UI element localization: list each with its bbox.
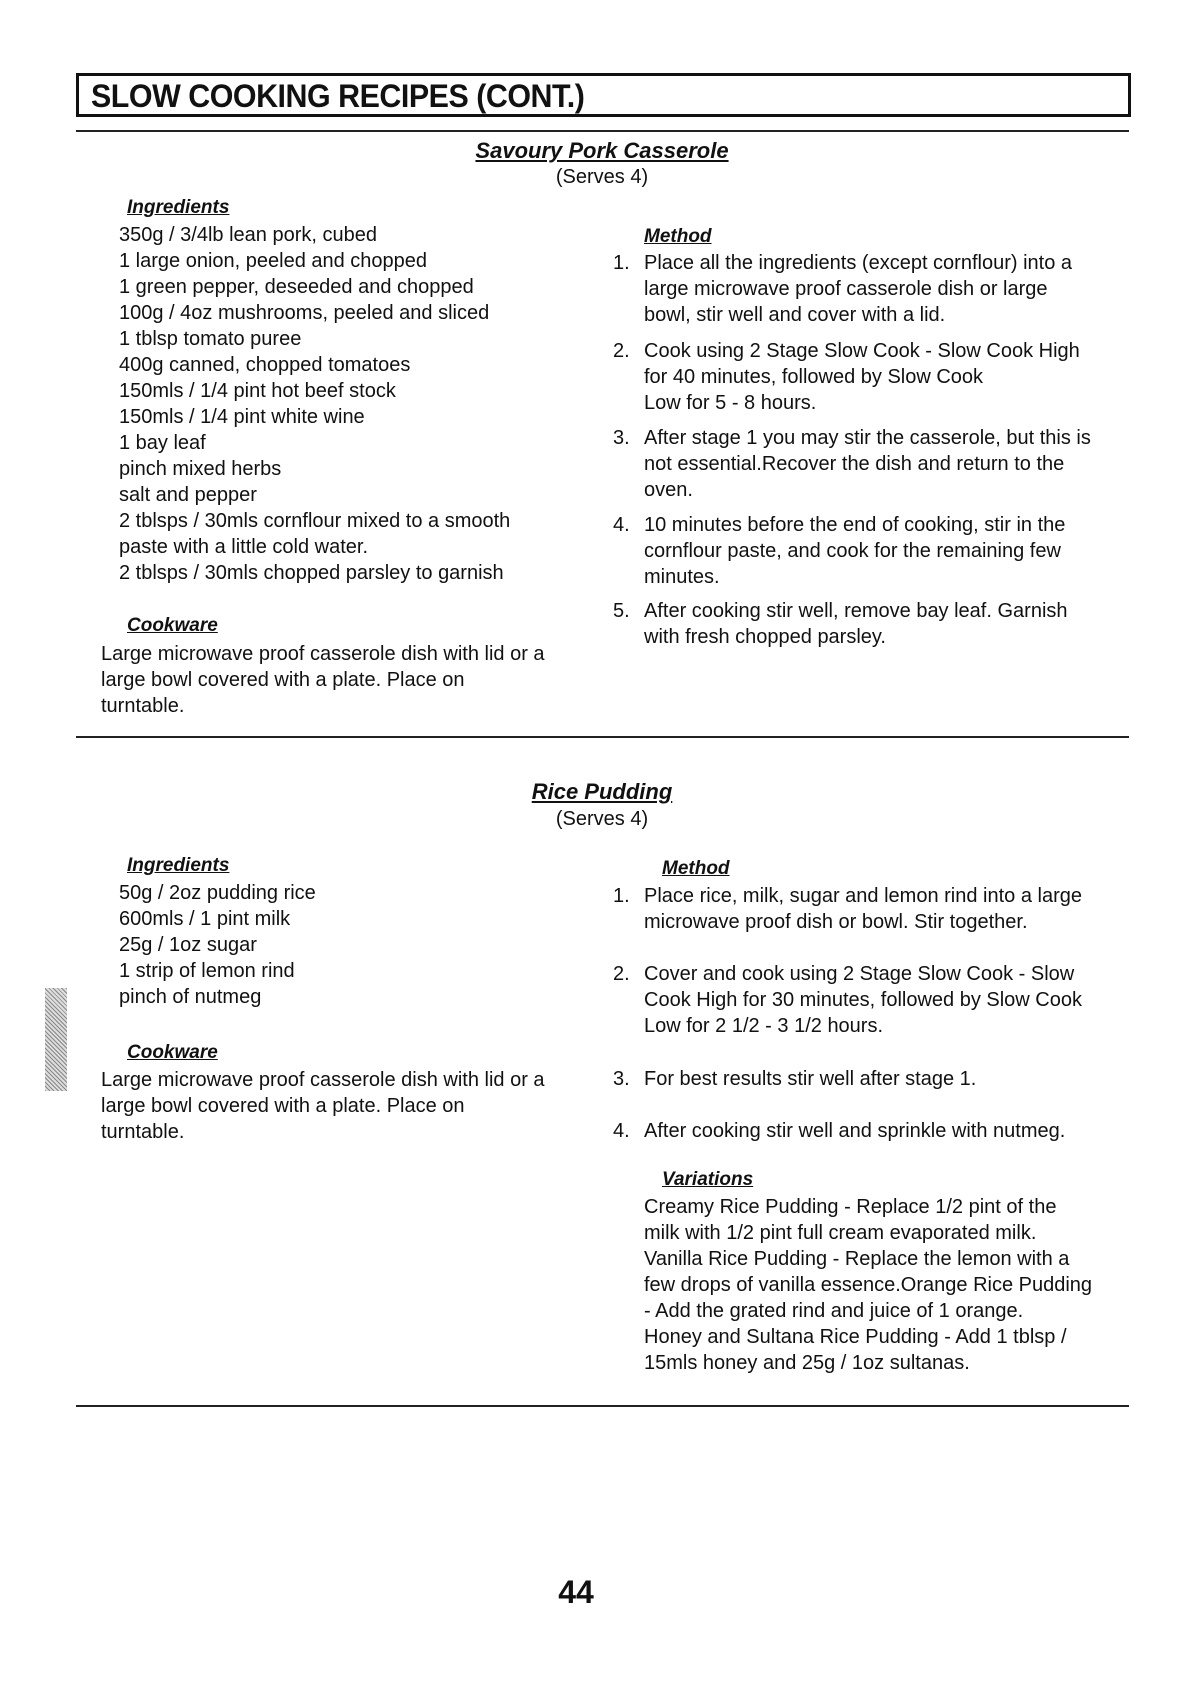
cookware-line: turntable. bbox=[101, 1121, 185, 1143]
ingredient-item: 50g / 2oz pudding rice bbox=[119, 882, 316, 904]
step-text: not essential.Recover the dish and return to the bbox=[644, 453, 1065, 475]
serves: (Serves 4) bbox=[555, 166, 649, 188]
method-step bbox=[613, 1118, 1114, 1144]
step-number: 1. bbox=[613, 885, 630, 907]
step-text: After stage 1 you may stir the casserole, but this is bbox=[644, 427, 1091, 449]
ingredient-item: pinch mixed herbs bbox=[119, 458, 282, 480]
section-title: SLOW COOKING RECIPES (CONT.) bbox=[91, 78, 585, 114]
ingredient-item: 1 bay leaf bbox=[119, 432, 206, 454]
step-text: with fresh chopped parsley. bbox=[644, 626, 886, 648]
step-text: oven. bbox=[644, 479, 693, 501]
step-text: After cooking stir well, remove bay leaf. Garnish bbox=[644, 600, 1068, 622]
ingredient-item: paste with a little cold water. bbox=[119, 536, 369, 558]
recipe-title: Savoury Pork Casserole bbox=[475, 138, 729, 163]
step-text: Low for 5 - 8 hours. bbox=[644, 392, 817, 414]
step-text: Cook using 2 Stage Slow Cook - Slow Cook High bbox=[644, 340, 1080, 362]
step-text: After cooking stir well and sprinkle with nutmeg. bbox=[644, 1120, 1066, 1142]
cookware-heading: Cookware bbox=[127, 615, 218, 636]
cookware-heading: Cookware bbox=[127, 1042, 218, 1063]
step-number: 4. bbox=[613, 1120, 630, 1142]
variation-line: Honey and Sultana Rice Pudding - Add 1 tblsp / bbox=[644, 1326, 1067, 1348]
cookware-line: large bowl covered with a plate. Place on bbox=[101, 1095, 465, 1117]
variation-line: milk with 1/2 pint full cream evaporated milk. bbox=[644, 1222, 1037, 1244]
step-number: 2. bbox=[613, 340, 630, 362]
ingredient-item: 100g / 4oz mushrooms, peeled and sliced bbox=[119, 302, 490, 324]
method-step bbox=[613, 425, 1114, 503]
ingredient-item: 150mls / 1/4 pint white wine bbox=[119, 406, 365, 428]
ingredient-item: 400g canned, chopped tomatoes bbox=[119, 354, 411, 376]
divider bbox=[76, 736, 1129, 738]
step-text: Cover and cook using 2 Stage Slow Cook - Slow bbox=[644, 963, 1075, 985]
step-text: For best results stir well after stage 1. bbox=[644, 1068, 977, 1090]
step-text: Place all the ingredients (except cornflour) into a bbox=[644, 252, 1073, 274]
method-heading: Method bbox=[644, 226, 712, 247]
ingredients-heading: Ingredients bbox=[127, 197, 230, 218]
step-text: microwave proof dish or bowl. Stir together. bbox=[644, 911, 1028, 933]
step-number: 3. bbox=[613, 1068, 630, 1090]
cookware-line: large bowl covered with a plate. Place on bbox=[101, 669, 465, 691]
variation-line: - Add the grated rind and juice of 1 orange. bbox=[644, 1300, 1024, 1322]
method-step bbox=[613, 338, 1114, 416]
step-text: cornflour paste, and cook for the remaining few bbox=[644, 540, 1061, 562]
section-tab-marker bbox=[45, 988, 67, 1091]
step-text: minutes. bbox=[644, 566, 720, 588]
method-step bbox=[613, 1066, 1114, 1092]
step-number: 5. bbox=[613, 600, 630, 622]
variations-heading: Variations bbox=[662, 1169, 754, 1190]
ingredient-item: pinch of nutmeg bbox=[119, 986, 262, 1008]
ingredient-item: 2 tblsps / 30mls chopped parsley to garnish bbox=[119, 562, 504, 584]
variation-line: Vanilla Rice Pudding - Replace the lemon with a bbox=[644, 1248, 1070, 1270]
ingredient-item: 150mls / 1/4 pint hot beef stock bbox=[119, 380, 396, 402]
step-number: 2. bbox=[613, 963, 630, 985]
step-number: 1. bbox=[613, 252, 630, 274]
ingredient-item: 1 green pepper, deseeded and chopped bbox=[119, 276, 474, 298]
step-number: 4. bbox=[613, 514, 630, 536]
step-number: 3. bbox=[613, 427, 630, 449]
method-step bbox=[613, 250, 1114, 328]
step-text: 10 minutes before the end of cooking, stir in the bbox=[644, 514, 1066, 536]
step-text: Place rice, milk, sugar and lemon rind into a large bbox=[644, 885, 1082, 907]
variation-line: Creamy Rice Pudding - Replace 1/2 pint of the bbox=[644, 1196, 1057, 1218]
ingredient-item: 25g / 1oz sugar bbox=[119, 934, 257, 956]
step-text: for 40 minutes, followed by Slow Cook bbox=[644, 366, 984, 388]
divider bbox=[76, 1405, 1129, 1407]
step-text: bowl, stir well and cover with a lid. bbox=[644, 304, 946, 326]
ingredient-item: 1 large onion, peeled and chopped bbox=[119, 250, 428, 272]
serves: (Serves 4) bbox=[555, 808, 649, 830]
recipe-title: Rice Pudding bbox=[531, 779, 673, 804]
cookware-line: Large microwave proof casserole dish with lid or a bbox=[101, 643, 545, 665]
cookware-line: turntable. bbox=[101, 695, 185, 717]
ingredient-item: 350g / 3/4lb lean pork, cubed bbox=[119, 224, 377, 246]
ingredient-item: 2 tblsps / 30mls cornflour mixed to a smooth bbox=[119, 510, 511, 532]
method-step bbox=[613, 598, 1114, 650]
method-step bbox=[613, 883, 1114, 935]
ingredients-heading: Ingredients bbox=[127, 855, 230, 876]
variation-line: few drops of vanilla essence.Orange Rice Pudding bbox=[644, 1274, 1093, 1296]
step-text: Cook High for 30 minutes, followed by Slow Cook bbox=[644, 989, 1082, 1011]
ingredients-list bbox=[119, 880, 316, 1010]
section-header-box bbox=[76, 73, 1131, 117]
method-step bbox=[613, 961, 1114, 1039]
ingredient-item: 600mls / 1 pint milk bbox=[119, 908, 291, 930]
variations-text bbox=[644, 1194, 1092, 1376]
divider bbox=[76, 130, 1129, 132]
variation-line: 15mls honey and 25g / 1oz sultanas. bbox=[644, 1352, 970, 1374]
ingredient-item: salt and pepper bbox=[119, 484, 257, 506]
ingredient-item: 1 tblsp tomato puree bbox=[119, 328, 302, 350]
cookware-text bbox=[101, 1067, 545, 1145]
step-text: large microwave proof casserole dish or large bbox=[644, 278, 1048, 300]
cookware-text bbox=[101, 641, 545, 719]
method-heading: Method bbox=[662, 858, 730, 879]
method-step bbox=[613, 512, 1114, 590]
cookware-line: Large microwave proof casserole dish with lid or a bbox=[101, 1069, 545, 1091]
ingredient-item: 1 strip of lemon rind bbox=[119, 960, 295, 982]
page-number: 44 bbox=[558, 1574, 594, 1610]
ingredients-list bbox=[119, 222, 510, 586]
step-text: Low for 2 1/2 - 3 1/2 hours. bbox=[644, 1015, 884, 1037]
